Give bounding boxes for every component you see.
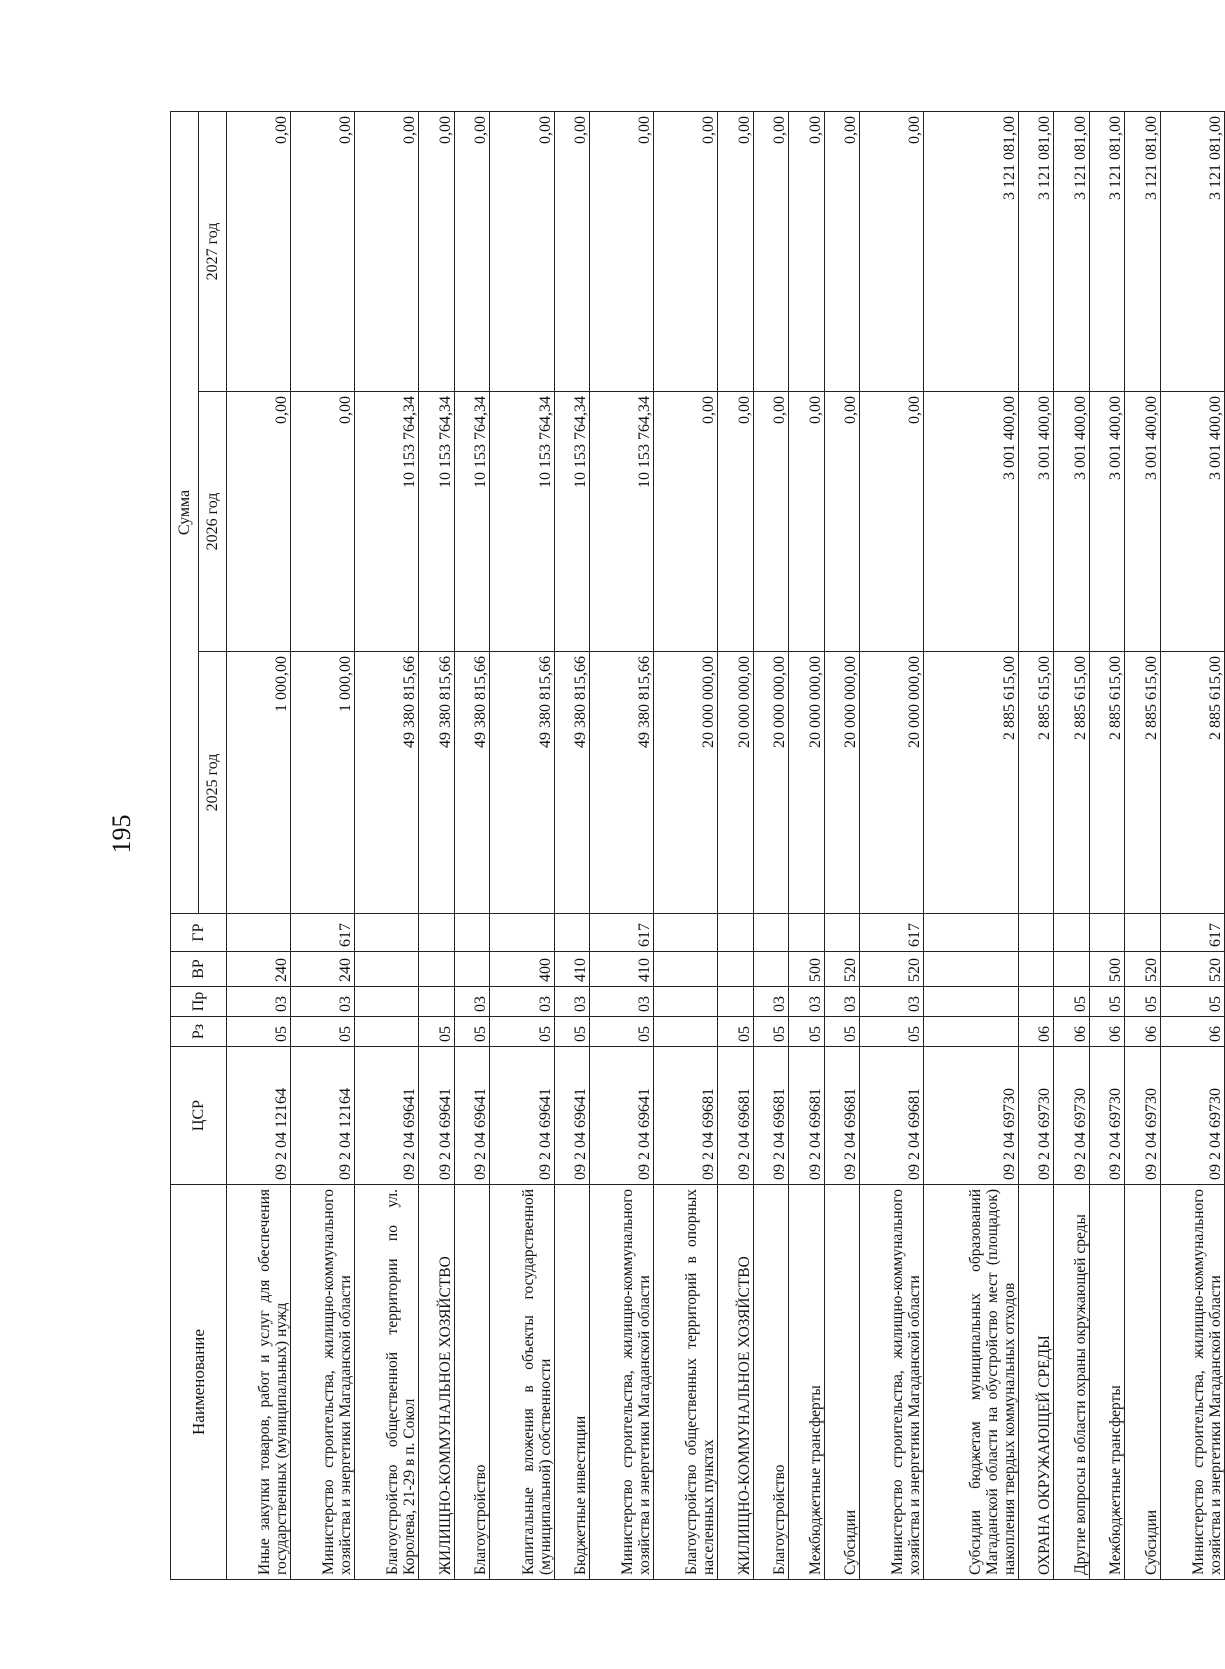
- cell-vr: 240: [291, 952, 355, 987]
- cell-vr: 410: [554, 952, 589, 987]
- cell-amount-2026: 10 153 764,34: [554, 392, 589, 652]
- table-row: [753, 111, 788, 1579]
- cell-amount-2027: 0,00: [227, 111, 291, 391]
- cell-vr: 520: [824, 952, 859, 987]
- cell-csr: 09 2 04 69641: [589, 1047, 653, 1185]
- cell-amount-2027: 0,00: [490, 111, 554, 391]
- cell-name: ОХРАНА ОКРУЖАЮЩЕЙ СРЕДЫ: [1018, 1185, 1053, 1580]
- cell-amount-2027: 0,00: [753, 111, 788, 391]
- cell-amount-2025: 2 885 615,00: [1018, 652, 1053, 914]
- cell-amount-2027: 3 121 081,00: [1089, 111, 1124, 391]
- cell-gr: [1089, 914, 1124, 952]
- cell-gr: 617: [291, 914, 355, 952]
- cell-name: Другие вопросы в области охраны окружающей среды: [1054, 1185, 1089, 1580]
- header-gr: ГР: [171, 914, 227, 952]
- cell-amount-2025: 2 885 615,00: [1125, 652, 1160, 914]
- cell-amount-2027: 0,00: [824, 111, 859, 391]
- cell-amount-2027: 0,00: [355, 111, 419, 391]
- cell-name: ЖИЛИЩНО-КОММУНАЛЬНОЕ ХОЗЯЙСТВО: [718, 1185, 753, 1580]
- cell-rz: 05: [291, 1017, 355, 1047]
- cell-gr: [1018, 914, 1053, 952]
- cell-gr: [824, 914, 859, 952]
- cell-vr: 520: [1125, 952, 1160, 987]
- cell-amount-2026: 0,00: [860, 392, 924, 652]
- cell-gr: [924, 914, 1019, 952]
- cell-rz: 05: [227, 1017, 291, 1047]
- cell-amount-2025: 20 000 000,00: [753, 652, 788, 914]
- cell-amount-2027: 3 121 081,00: [924, 111, 1019, 391]
- cell-name: Благоустройство: [753, 1185, 788, 1580]
- cell-rz: 05: [490, 1017, 554, 1047]
- budget-table: [170, 111, 1225, 1580]
- cell-rz: 06: [1089, 1017, 1124, 1047]
- table-row: [654, 111, 718, 1579]
- table-row: [1018, 111, 1053, 1579]
- header-sum: Сумма: [171, 111, 199, 913]
- cell-csr: 09 2 04 69681: [824, 1047, 859, 1185]
- cell-rz: 05: [718, 1017, 753, 1047]
- cell-gr: 617: [860, 914, 924, 952]
- cell-vr: [654, 952, 718, 987]
- cell-amount-2025: 20 000 000,00: [824, 652, 859, 914]
- table-row: [1160, 111, 1224, 1579]
- cell-vr: 500: [1089, 952, 1124, 987]
- cell-pr: 03: [860, 987, 924, 1017]
- cell-pr: 03: [554, 987, 589, 1017]
- cell-rz: 05: [753, 1017, 788, 1047]
- cell-rz: 05: [789, 1017, 824, 1047]
- cell-amount-2027: 0,00: [589, 111, 653, 391]
- cell-pr: 05: [1160, 987, 1224, 1017]
- cell-amount-2026: 0,00: [753, 392, 788, 652]
- cell-name: Министерство строительства, жилищно-коммунального хозяйства и энергетики Магаданской области: [1160, 1185, 1224, 1580]
- cell-amount-2026: 0,00: [227, 392, 291, 652]
- cell-vr: 400: [490, 952, 554, 987]
- header-pr: Пр: [171, 987, 227, 1017]
- cell-amount-2026: 3 001 400,00: [1160, 392, 1224, 652]
- cell-vr: [718, 952, 753, 987]
- cell-csr: 09 2 04 69730: [1089, 1047, 1124, 1185]
- cell-gr: [1125, 914, 1160, 952]
- cell-name: Межбюджетные трансферты: [789, 1185, 824, 1580]
- cell-name: Бюджетные инвестиции: [554, 1185, 589, 1580]
- cell-vr: 520: [1160, 952, 1224, 987]
- cell-amount-2027: 0,00: [718, 111, 753, 391]
- table-row: [924, 111, 1019, 1579]
- cell-amount-2027: 3 121 081,00: [1054, 111, 1089, 391]
- cell-name: Капитальные вложения в объекты государственной (муниципальной) собственности: [490, 1185, 554, 1580]
- cell-pr: 03: [589, 987, 653, 1017]
- header-year-2027: 2027 год: [199, 111, 227, 391]
- cell-amount-2025: 20 000 000,00: [860, 652, 924, 914]
- cell-amount-2025: 49 380 815,66: [490, 652, 554, 914]
- table-row: [554, 111, 589, 1579]
- cell-pr: 05: [1089, 987, 1124, 1017]
- cell-csr: 09 2 04 69730: [1018, 1047, 1053, 1185]
- cell-pr: 03: [789, 987, 824, 1017]
- cell-name: Благоустройство: [454, 1185, 489, 1580]
- table-row: [355, 111, 419, 1579]
- page-number: 195: [107, 814, 136, 854]
- cell-rz: 05: [454, 1017, 489, 1047]
- cell-gr: [753, 914, 788, 952]
- cell-amount-2026: 3 001 400,00: [924, 392, 1019, 652]
- cell-name: Субсидии: [824, 1185, 859, 1580]
- cell-csr: 09 2 04 69641: [554, 1047, 589, 1185]
- header-csr: ЦСР: [171, 1047, 227, 1185]
- cell-name: Министерство строительства, жилищно-коммунального хозяйства и энергетики Магаданской области: [589, 1185, 653, 1580]
- header-vr: ВР: [171, 952, 227, 987]
- cell-amount-2025: 49 380 815,66: [554, 652, 589, 914]
- cell-pr: 03: [824, 987, 859, 1017]
- cell-rz: 06: [1160, 1017, 1224, 1047]
- cell-csr: 09 2 04 69641: [355, 1047, 419, 1185]
- cell-gr: [554, 914, 589, 952]
- cell-amount-2025: 20 000 000,00: [789, 652, 824, 914]
- cell-amount-2026: 3 001 400,00: [1089, 392, 1124, 652]
- cell-amount-2027: 0,00: [291, 111, 355, 391]
- cell-amount-2027: 3 121 081,00: [1160, 111, 1224, 391]
- cell-amount-2026: 10 153 764,34: [355, 392, 419, 652]
- cell-pr: [355, 987, 419, 1017]
- cell-name: Министерство строительства, жилищно-коммунального хозяйства и энергетики Магаданской области: [860, 1185, 924, 1580]
- cell-rz: 05: [824, 1017, 859, 1047]
- cell-amount-2027: 0,00: [554, 111, 589, 391]
- cell-amount-2025: 20 000 000,00: [654, 652, 718, 914]
- table-row: [291, 111, 355, 1579]
- cell-vr: [419, 952, 454, 987]
- cell-csr: 09 2 04 69681: [654, 1047, 718, 1185]
- header-rz: Рз: [171, 1017, 227, 1047]
- cell-amount-2025: 49 380 815,66: [355, 652, 419, 914]
- cell-gr: [419, 914, 454, 952]
- cell-amount-2026: 0,00: [654, 392, 718, 652]
- cell-vr: 500: [789, 952, 824, 987]
- cell-pr: [419, 987, 454, 1017]
- cell-pr: 03: [227, 987, 291, 1017]
- table-row: [1089, 111, 1124, 1579]
- cell-vr: 410: [589, 952, 653, 987]
- cell-amount-2025: 20 000 000,00: [718, 652, 753, 914]
- table-body: [227, 111, 1225, 1579]
- cell-csr: 09 2 04 12164: [227, 1047, 291, 1185]
- cell-amount-2027: 0,00: [860, 111, 924, 391]
- cell-amount-2027: 0,00: [454, 111, 489, 391]
- cell-amount-2027: 0,00: [419, 111, 454, 391]
- cell-amount-2025: 49 380 815,66: [419, 652, 454, 914]
- cell-pr: 05: [1125, 987, 1160, 1017]
- cell-amount-2026: 0,00: [718, 392, 753, 652]
- cell-amount-2026: 10 153 764,34: [589, 392, 653, 652]
- cell-amount-2025: 2 885 615,00: [1160, 652, 1224, 914]
- cell-gr: [654, 914, 718, 952]
- cell-amount-2025: 1 000,00: [291, 652, 355, 914]
- cell-vr: [1018, 952, 1053, 987]
- cell-vr: [753, 952, 788, 987]
- cell-pr: 03: [490, 987, 554, 1017]
- cell-csr: 09 2 04 69730: [924, 1047, 1019, 1185]
- cell-vr: [454, 952, 489, 987]
- cell-amount-2025: 49 380 815,66: [589, 652, 653, 914]
- table-row: [1125, 111, 1160, 1579]
- cell-csr: 09 2 04 69681: [789, 1047, 824, 1185]
- cell-amount-2027: 0,00: [654, 111, 718, 391]
- cell-vr: [355, 952, 419, 987]
- cell-amount-2026: 3 001 400,00: [1054, 392, 1089, 652]
- cell-pr: [718, 987, 753, 1017]
- cell-pr: 03: [454, 987, 489, 1017]
- cell-name: Благоустройство общественных территорий в опорных населенных пунктах: [654, 1185, 718, 1580]
- cell-amount-2026: 3 001 400,00: [1018, 392, 1053, 652]
- table-row: [419, 111, 454, 1579]
- cell-amount-2025: 1 000,00: [227, 652, 291, 914]
- cell-name: Межбюджетные трансферты: [1089, 1185, 1124, 1580]
- cell-amount-2026: 10 153 764,34: [419, 392, 454, 652]
- cell-rz: 06: [1018, 1017, 1053, 1047]
- cell-csr: 09 2 04 69730: [1054, 1047, 1089, 1185]
- cell-name: ЖИЛИЩНО-КОММУНАЛЬНОЕ ХОЗЯЙСТВО: [419, 1185, 454, 1580]
- cell-amount-2027: 0,00: [789, 111, 824, 391]
- cell-rz: 05: [419, 1017, 454, 1047]
- cell-csr: 09 2 04 69681: [860, 1047, 924, 1185]
- cell-gr: 617: [589, 914, 653, 952]
- cell-csr: 09 2 04 69681: [718, 1047, 753, 1185]
- cell-gr: [490, 914, 554, 952]
- cell-vr: 240: [227, 952, 291, 987]
- cell-name: Министерство строительства, жилищно-коммунального хозяйства и энергетики Магаданской области: [291, 1185, 355, 1580]
- cell-amount-2026: 0,00: [291, 392, 355, 652]
- cell-rz: 06: [1125, 1017, 1160, 1047]
- table-header: [171, 111, 227, 1579]
- cell-csr: 09 2 04 69730: [1160, 1047, 1224, 1185]
- cell-gr: [355, 914, 419, 952]
- cell-amount-2026: 10 153 764,34: [454, 392, 489, 652]
- cell-amount-2026: 3 001 400,00: [1125, 392, 1160, 652]
- cell-name: Благоустройство общественной территории по ул. Королева, 21-29 в п. Сокол: [355, 1185, 419, 1580]
- header-year-2026: 2026 год: [199, 392, 227, 652]
- cell-gr: [454, 914, 489, 952]
- cell-csr: 09 2 04 12164: [291, 1047, 355, 1185]
- cell-csr: 09 2 04 69730: [1125, 1047, 1160, 1185]
- cell-amount-2026: 0,00: [789, 392, 824, 652]
- cell-csr: 09 2 04 69641: [419, 1047, 454, 1185]
- table-row: [824, 111, 859, 1579]
- cell-amount-2027: 3 121 081,00: [1018, 111, 1053, 391]
- cell-amount-2025: 2 885 615,00: [1054, 652, 1089, 914]
- cell-amount-2025: 2 885 615,00: [924, 652, 1019, 914]
- cell-csr: 09 2 04 69641: [454, 1047, 489, 1185]
- cell-gr: [718, 914, 753, 952]
- cell-amount-2025: 2 885 615,00: [1089, 652, 1124, 914]
- cell-pr: [924, 987, 1019, 1017]
- table-row: [1054, 111, 1089, 1579]
- cell-amount-2027: 3 121 081,00: [1125, 111, 1160, 391]
- table-row: [789, 111, 824, 1579]
- header-name: Наименование: [171, 1185, 227, 1580]
- cell-rz: 06: [1054, 1017, 1089, 1047]
- cell-vr: [1054, 952, 1089, 987]
- cell-pr: 05: [1054, 987, 1089, 1017]
- cell-amount-2025: 49 380 815,66: [454, 652, 489, 914]
- cell-csr: 09 2 04 69641: [490, 1047, 554, 1185]
- cell-rz: [654, 1017, 718, 1047]
- table-row: [454, 111, 489, 1579]
- cell-amount-2026: 10 153 764,34: [490, 392, 554, 652]
- cell-vr: [924, 952, 1019, 987]
- cell-name: Субсидии бюджетам муниципальных образований Магаданской области на обустройство мест (площадок) накопления твердых коммунальных отходов: [924, 1185, 1019, 1580]
- cell-rz: 05: [860, 1017, 924, 1047]
- cell-csr: 09 2 04 69681: [753, 1047, 788, 1185]
- cell-rz: 05: [554, 1017, 589, 1047]
- cell-pr: 03: [753, 987, 788, 1017]
- cell-rz: [355, 1017, 419, 1047]
- table-row: [490, 111, 554, 1579]
- cell-rz: [924, 1017, 1019, 1047]
- cell-gr: [227, 914, 291, 952]
- cell-amount-2026: 0,00: [824, 392, 859, 652]
- table-row: [227, 111, 291, 1579]
- header-year-2025: 2025 год: [199, 652, 227, 914]
- table-row: [860, 111, 924, 1579]
- table-row: [589, 111, 653, 1579]
- cell-name: Субсидии: [1125, 1185, 1160, 1580]
- cell-name: Иные закупки товаров, работ и услуг для обеспечения государственных (муниципальных) нужд: [227, 1185, 291, 1580]
- cell-vr: 520: [860, 952, 924, 987]
- rotated-table-container: [170, 112, 1225, 1580]
- cell-pr: 03: [291, 987, 355, 1017]
- table-row: [718, 111, 753, 1579]
- cell-gr: [789, 914, 824, 952]
- cell-rz: 05: [589, 1017, 653, 1047]
- cell-pr: [1018, 987, 1053, 1017]
- cell-pr: [654, 987, 718, 1017]
- cell-gr: [1054, 914, 1089, 952]
- cell-gr: 617: [1160, 914, 1224, 952]
